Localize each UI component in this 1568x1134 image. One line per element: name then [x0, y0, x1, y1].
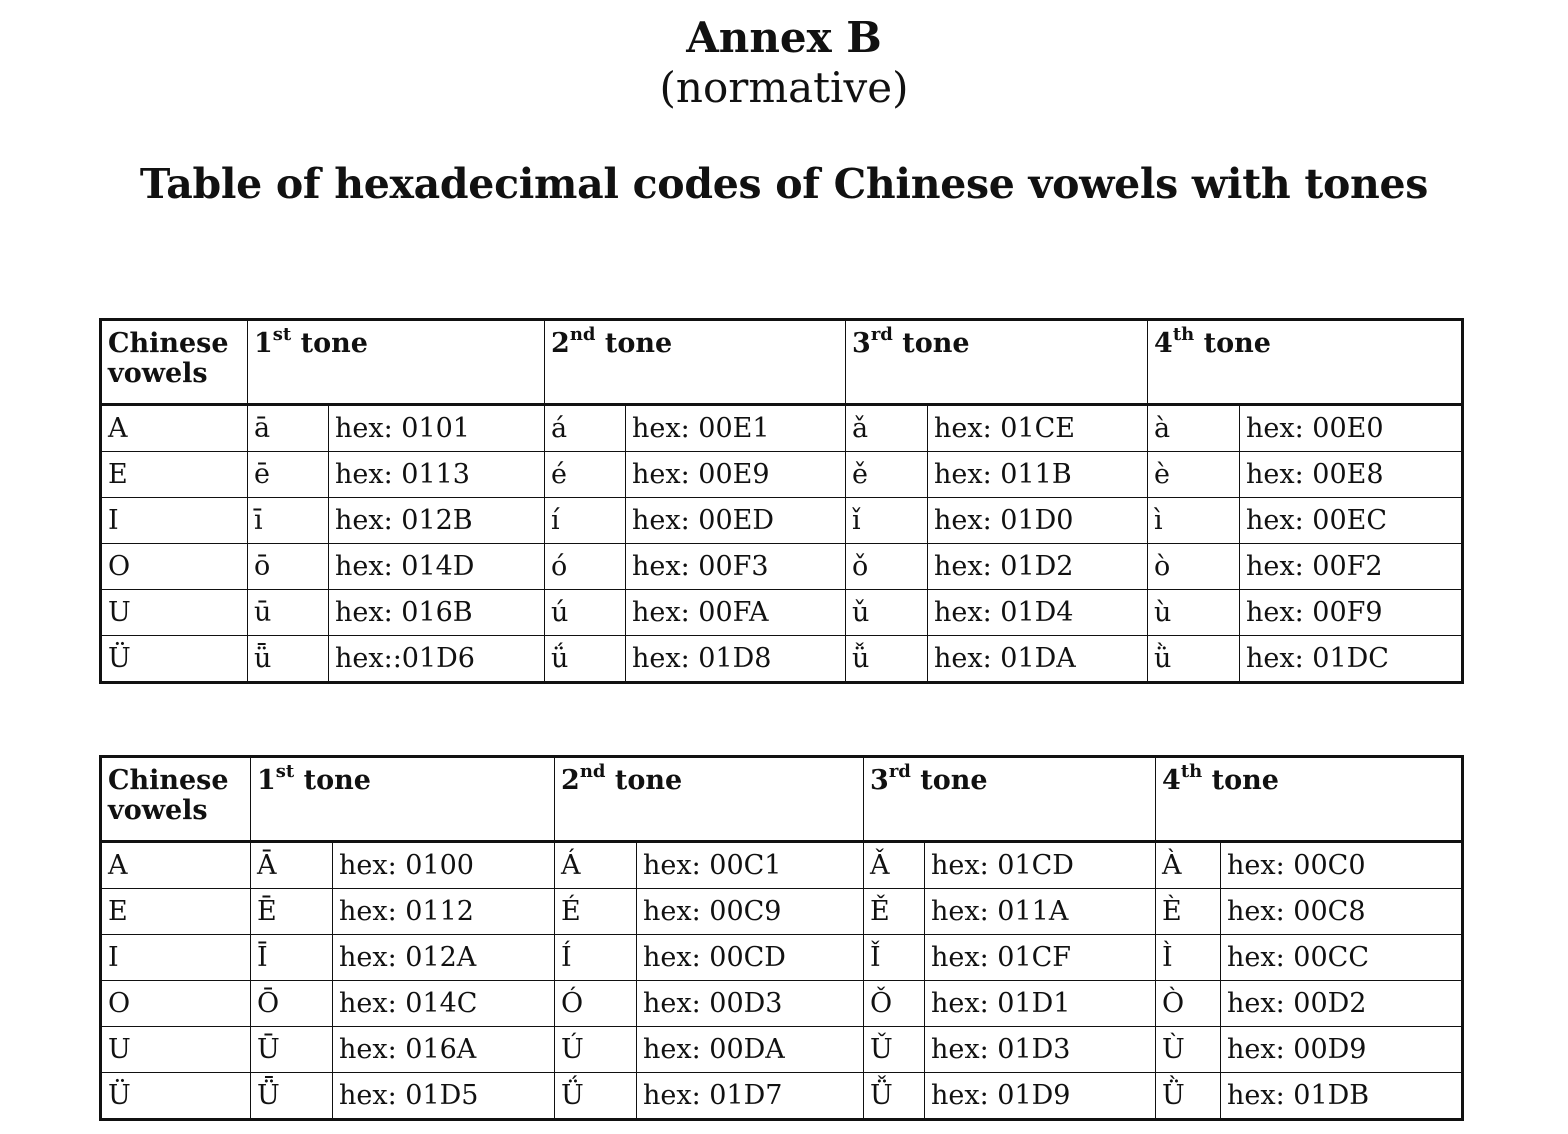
hex-code-cell: hex: 00D9 — [1221, 1027, 1463, 1073]
hex-code-cell: hex: 012B — [329, 498, 545, 544]
tone-ordinal: th — [1180, 761, 1203, 782]
toned-char-cell: ǔ — [846, 590, 928, 636]
hex-code-cell: hex: 00E0 — [1240, 405, 1463, 452]
uppercase-vowel-table — [99, 755, 1464, 1121]
tone-number: 2 — [551, 328, 570, 359]
toned-char-cell: ò — [1148, 544, 1240, 590]
tone-ordinal: st — [275, 761, 295, 782]
toned-char-cell: Á — [555, 842, 637, 889]
hex-code-cell: hex: 01CE — [928, 405, 1148, 452]
vowel-cell: O — [101, 544, 248, 590]
tone-1-header — [251, 757, 555, 842]
hex-code-cell: hex: 01D0 — [928, 498, 1148, 544]
vowel-cell: I — [101, 935, 251, 981]
toned-char-cell: Ú — [555, 1027, 637, 1073]
table-row — [101, 842, 1463, 889]
tone-ordinal: rd — [870, 324, 893, 345]
tone-2-header — [555, 757, 864, 842]
hex-code-cell: hex: 01D3 — [925, 1027, 1156, 1073]
vowel-cell: I — [101, 498, 248, 544]
tone-ordinal: th — [1172, 324, 1195, 345]
vowel-cell: U — [101, 590, 248, 636]
table-row — [101, 452, 1463, 498]
tone-4-header — [1156, 757, 1463, 842]
toned-char-cell: ǚ — [846, 636, 928, 683]
table-header-row — [101, 757, 1463, 842]
table-row — [101, 1073, 1463, 1120]
hex-code-cell: hex: 00C9 — [637, 889, 864, 935]
hex-code-cell: hex: 00C1 — [637, 842, 864, 889]
toned-char-cell: ǘ — [545, 636, 626, 683]
hex-code-cell: hex: 011A — [925, 889, 1156, 935]
toned-char-cell: í — [545, 498, 626, 544]
hex-code-cell: hex: 01D8 — [626, 636, 846, 683]
toned-char-cell: Ū — [251, 1027, 333, 1073]
tone-ordinal: nd — [579, 761, 606, 782]
toned-char-cell: ē — [248, 452, 329, 498]
hex-code-cell: hex: 00FA — [626, 590, 846, 636]
tone-3-header — [846, 320, 1148, 405]
hex-code-cell: hex::01D6 — [329, 636, 545, 683]
hex-code-cell: hex: 014D — [329, 544, 545, 590]
toned-char-cell: à — [1148, 405, 1240, 452]
tone-2-header — [545, 320, 846, 405]
tone-word: tone — [303, 765, 371, 796]
hex-code-cell: hex: 012A — [333, 935, 555, 981]
toned-char-cell: ǎ — [846, 405, 928, 452]
hex-code-cell: hex: 0112 — [333, 889, 555, 935]
lowercase-vowel-table — [99, 318, 1464, 684]
toned-char-cell: Ù — [1156, 1027, 1221, 1073]
toned-char-cell: Ǖ — [251, 1073, 333, 1120]
hex-code-cell: hex: 01D9 — [925, 1073, 1156, 1120]
hex-code-cell: hex: 01DB — [1221, 1073, 1463, 1120]
tone-1-header — [248, 320, 545, 405]
toned-char-cell: ù — [1148, 590, 1240, 636]
toned-char-cell: ì — [1148, 498, 1240, 544]
table-header-row — [101, 320, 1463, 405]
hex-code-cell: hex: 01CD — [925, 842, 1156, 889]
toned-char-cell: ǐ — [846, 498, 928, 544]
toned-char-cell: ě — [846, 452, 928, 498]
toned-char-cell: Ó — [555, 981, 637, 1027]
tone-number: 1 — [254, 328, 273, 359]
toned-char-cell: è — [1148, 452, 1240, 498]
toned-char-cell: Ǜ — [1156, 1073, 1221, 1120]
hex-code-cell: hex: 00D2 — [1221, 981, 1463, 1027]
toned-char-cell: ā — [248, 405, 329, 452]
hex-code-cell: hex: 00E9 — [626, 452, 846, 498]
tone-word: tone — [902, 328, 970, 359]
table-row — [101, 405, 1463, 452]
vowel-cell: O — [101, 981, 251, 1027]
hex-code-cell: hex: 016A — [333, 1027, 555, 1073]
tone-ordinal: st — [272, 324, 292, 345]
toned-char-cell: Ò — [1156, 981, 1221, 1027]
toned-char-cell: Ǚ — [864, 1073, 925, 1120]
toned-char-cell: Ǒ — [864, 981, 925, 1027]
tone-word: tone — [614, 765, 683, 796]
hex-code-cell: hex: 00D3 — [637, 981, 864, 1027]
hex-code-cell: hex: 00E1 — [626, 405, 846, 452]
chinese-vowels-header: Chinese vowels — [101, 320, 248, 405]
table-row — [101, 981, 1463, 1027]
table-row — [101, 498, 1463, 544]
hex-code-cell: hex: 01CF — [925, 935, 1156, 981]
tone-number: 2 — [561, 765, 580, 796]
vowel-cell: E — [101, 452, 248, 498]
hex-code-cell: hex: 01D2 — [928, 544, 1148, 590]
vowel-cell: A — [101, 842, 251, 889]
tone-ordinal: nd — [569, 324, 596, 345]
hex-code-cell: hex: 00CD — [637, 935, 864, 981]
hex-code-cell: hex: 00F3 — [626, 544, 846, 590]
toned-char-cell: Ì — [1156, 935, 1221, 981]
hex-code-cell: hex: 0100 — [333, 842, 555, 889]
vowel-cell: Ü — [101, 1073, 251, 1120]
toned-char-cell: É — [555, 889, 637, 935]
hex-code-cell: hex: 00ED — [626, 498, 846, 544]
toned-char-cell: À — [1156, 842, 1221, 889]
hex-code-cell: hex: 00E8 — [1240, 452, 1463, 498]
toned-char-cell: Ī — [251, 935, 333, 981]
toned-char-cell: Ō — [251, 981, 333, 1027]
vowel-cell: E — [101, 889, 251, 935]
vowel-cell: A — [101, 405, 248, 452]
table-row — [101, 889, 1463, 935]
toned-char-cell: ō — [248, 544, 329, 590]
hex-code-cell: hex: 01DA — [928, 636, 1148, 683]
hex-code-cell: hex: 00F9 — [1240, 590, 1463, 636]
toned-char-cell: Ē — [251, 889, 333, 935]
toned-char-cell: ū — [248, 590, 329, 636]
hex-code-cell: hex: 01D7 — [637, 1073, 864, 1120]
toned-char-cell: Ǔ — [864, 1027, 925, 1073]
normative-label: (normative) — [659, 63, 909, 112]
hex-code-cell: hex: 016B — [329, 590, 545, 636]
tone-word: tone — [1203, 328, 1271, 359]
table-row — [101, 590, 1463, 636]
toned-char-cell: ǖ — [248, 636, 329, 683]
tone-word: tone — [604, 328, 673, 359]
toned-char-cell: ú — [545, 590, 626, 636]
toned-char-cell: Ě — [864, 889, 925, 935]
tone-word: tone — [920, 765, 988, 796]
tone-word: tone — [1211, 765, 1279, 796]
tone-number: 3 — [852, 328, 871, 359]
hex-code-cell: hex: 00C8 — [1221, 889, 1463, 935]
tone-word: tone — [300, 328, 368, 359]
toned-char-cell: Í — [555, 935, 637, 981]
hex-code-cell: hex: 00EC — [1240, 498, 1463, 544]
hex-code-cell: hex: 0101 — [329, 405, 545, 452]
hex-code-cell: hex: 01D5 — [333, 1073, 555, 1120]
hex-code-cell: hex: 011B — [928, 452, 1148, 498]
hex-code-cell: hex: 00F2 — [1240, 544, 1463, 590]
tone-ordinal: rd — [888, 761, 911, 782]
toned-char-cell: Ǘ — [555, 1073, 637, 1120]
table-row — [101, 1027, 1463, 1073]
toned-char-cell: Ǐ — [864, 935, 925, 981]
vowel-cell: U — [101, 1027, 251, 1073]
tone-3-header — [864, 757, 1156, 842]
vowel-cell: Ü — [101, 636, 248, 683]
toned-char-cell: ī — [248, 498, 329, 544]
hex-code-cell: hex: 01D1 — [925, 981, 1156, 1027]
hex-code-cell: hex: 00CC — [1221, 935, 1463, 981]
tone-number: 1 — [257, 765, 276, 796]
hex-code-cell: hex: 00DA — [637, 1027, 864, 1073]
toned-char-cell: Ā — [251, 842, 333, 889]
tone-4-header — [1148, 320, 1463, 405]
hex-code-cell: hex: 01DC — [1240, 636, 1463, 683]
chinese-vowels-header: Chinese vowels — [101, 757, 251, 842]
annex-heading: Annex B — [686, 13, 882, 62]
toned-char-cell: ǜ — [1148, 636, 1240, 683]
hex-code-cell: hex: 0113 — [329, 452, 545, 498]
table-title: Table of hexadecimal codes of Chinese vowels with tones — [139, 160, 1429, 208]
tone-number: 4 — [1154, 328, 1173, 359]
toned-char-cell: Ǎ — [864, 842, 925, 889]
toned-char-cell: é — [545, 452, 626, 498]
toned-char-cell: ó — [545, 544, 626, 590]
hex-code-cell: hex: 014C — [333, 981, 555, 1027]
hex-code-cell: hex: 00C0 — [1221, 842, 1463, 889]
tone-number: 3 — [870, 765, 889, 796]
table-row — [101, 636, 1463, 683]
table-row — [101, 935, 1463, 981]
hex-code-cell: hex: 01D4 — [928, 590, 1148, 636]
toned-char-cell: È — [1156, 889, 1221, 935]
tone-number: 4 — [1162, 765, 1181, 796]
table-row — [101, 544, 1463, 590]
toned-char-cell: ǒ — [846, 544, 928, 590]
toned-char-cell: á — [545, 405, 626, 452]
